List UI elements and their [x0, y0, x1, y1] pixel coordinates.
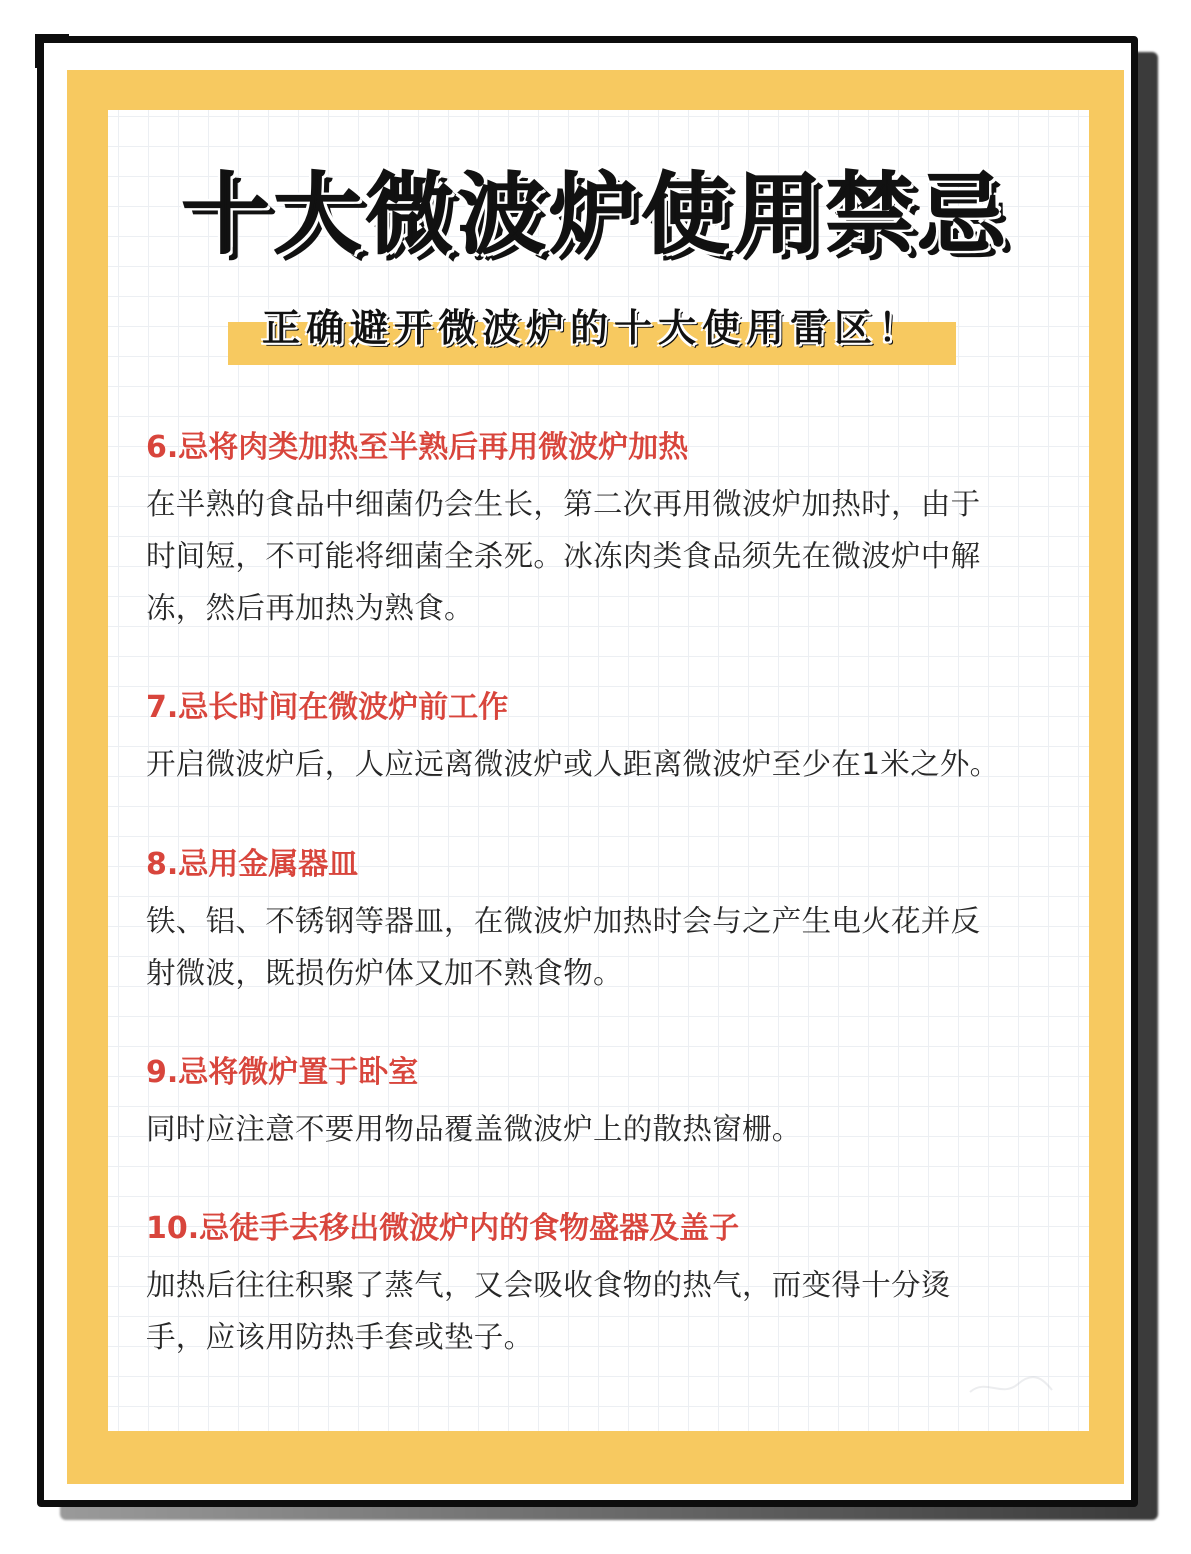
- tip-line: 冻，然后再加热为熟食。: [146, 591, 474, 625]
- tip-heading: 8.忌用金属器皿: [146, 847, 359, 882]
- tip-item-7: [146, 688, 1056, 790]
- tip-line: 时间短，不可能将细菌全杀死。冰冻肉类食品须先在微波炉中解: [146, 539, 981, 573]
- tip-line: 加热后往往积聚了蒸气，又会吸收食物的热气，而变得十分烫: [146, 1268, 951, 1302]
- frame-corner: [35, 34, 69, 68]
- tip-line: 铁、铝、不锈钢等器皿，在微波炉加热时会与之产生电火花并反: [146, 904, 981, 938]
- tip-body: [146, 478, 1056, 634]
- tip-line: 手，应该用防热手套或垫子。: [146, 1320, 534, 1354]
- faint-scribble-mark: [966, 1372, 1056, 1402]
- tip-item-9: [146, 1053, 1056, 1155]
- tip-line: 在半熟的食品中细菌仍会生长，第二次再用微波炉加热时，由于: [146, 487, 981, 521]
- tip-heading: 9.忌将微炉置于卧室: [146, 1055, 419, 1090]
- tip-body: [146, 895, 1056, 999]
- tip-line: 同时应注意不要用物品覆盖微波炉上的散热窗栅。: [146, 1112, 802, 1146]
- tip-body: [146, 1103, 1056, 1155]
- tip-line: 射微波，既损伤炉体又加不熟食物。: [146, 956, 623, 990]
- page-title: 十大微波炉使用禁忌: [181, 163, 1010, 266]
- tip-line: 开启微波炉后，人应远离微波炉或人距离微波炉至少在1米之外。: [146, 747, 1000, 781]
- tip-item-8: [146, 845, 1056, 999]
- tip-heading: 7.忌长时间在微波炉前工作: [146, 690, 509, 725]
- page-subtitle: 正确避开微波炉的十大使用雷区！: [261, 306, 922, 350]
- tip-item-6: [146, 428, 1056, 634]
- tip-item-10: [146, 1209, 1056, 1363]
- tip-heading: 10.忌徒手去移出微波炉内的食物盛器及盖子: [146, 1211, 740, 1246]
- tip-heading: 6.忌将肉类加热至半熟后再用微波炉加热: [146, 430, 689, 465]
- tip-body: [146, 738, 1056, 790]
- tip-body: [146, 1259, 1056, 1363]
